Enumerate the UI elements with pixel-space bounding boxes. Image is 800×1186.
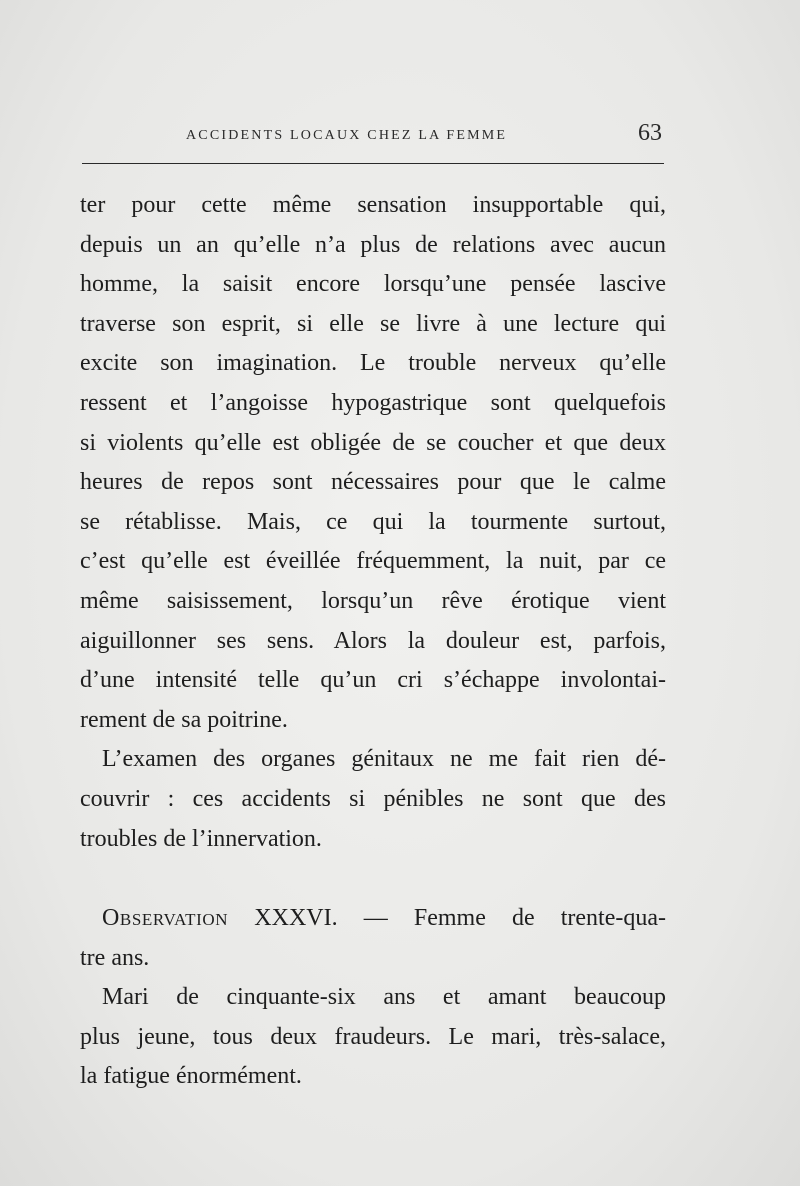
- body-text: [80, 186, 666, 1097]
- text-line: la fatigue énormément.: [80, 1063, 302, 1090]
- text-line: heures de repos sont nécessaires pour que le calme: [80, 469, 666, 496]
- page-number: 63: [638, 120, 662, 146]
- text-line: tre ans.: [80, 944, 150, 971]
- observation-title: — Femme de trente-qua-: [363, 905, 666, 932]
- text-line: aiguillonner ses sens. Alors la douleur est, parfois,: [80, 627, 666, 654]
- text-line: ter pour cette même sensation insupportable qui,: [80, 192, 666, 218]
- text-line: depuis un an qu’elle n’a plus de relations avec aucun: [80, 231, 666, 258]
- text-line: si violents qu’elle est obligée de se coucher et que deux: [80, 429, 666, 456]
- observation-label: Observation: [102, 905, 229, 932]
- text-line: ressent et l’angoisse hypogastrique sont quelquefois: [80, 389, 666, 416]
- text-line: c’est qu’elle est éveillée fréquemment, la nuit, par ce: [80, 548, 666, 575]
- text-line: rement de sa poitrine.: [80, 706, 288, 733]
- text-line: d’une intensité telle qu’un cri s’échappe involontai-: [80, 667, 666, 694]
- header-rule: [82, 163, 664, 164]
- text-line: même saisissement, lorsqu’un rêve érotique vient: [80, 587, 666, 614]
- text-line: troubles de l’innervation.: [80, 825, 322, 852]
- page-header: [82, 120, 664, 152]
- text-line: se rétablisse. Mais, ce qui la tourmente surtout,: [80, 508, 666, 535]
- text-line: traverse son esprit, si elle se livre à une lecture qui: [80, 310, 666, 337]
- text-line: homme, la saisit encore lorsqu’une pensée lascive: [80, 271, 666, 298]
- text-line: plus jeune, tous deux fraudeurs. Le mari, très-salace,: [80, 1023, 666, 1050]
- text-line: L’examen des organes génitaux ne me fait rien dé-: [102, 746, 666, 773]
- observation-number: XXXVI.: [254, 905, 338, 932]
- section-gap: [80, 859, 666, 899]
- text-line: Mari de cinquante-six ans et amant beaucoup: [102, 984, 666, 1011]
- observation-heading: [80, 899, 666, 939]
- running-title: ACCIDENTS LOCAUX CHEZ LA FEMME: [186, 128, 508, 143]
- text-line: couvrir : ces accidents si pénibles ne sont que des: [80, 785, 666, 812]
- text-line: excite son imagination. Le trouble nerveux qu’elle: [80, 350, 666, 377]
